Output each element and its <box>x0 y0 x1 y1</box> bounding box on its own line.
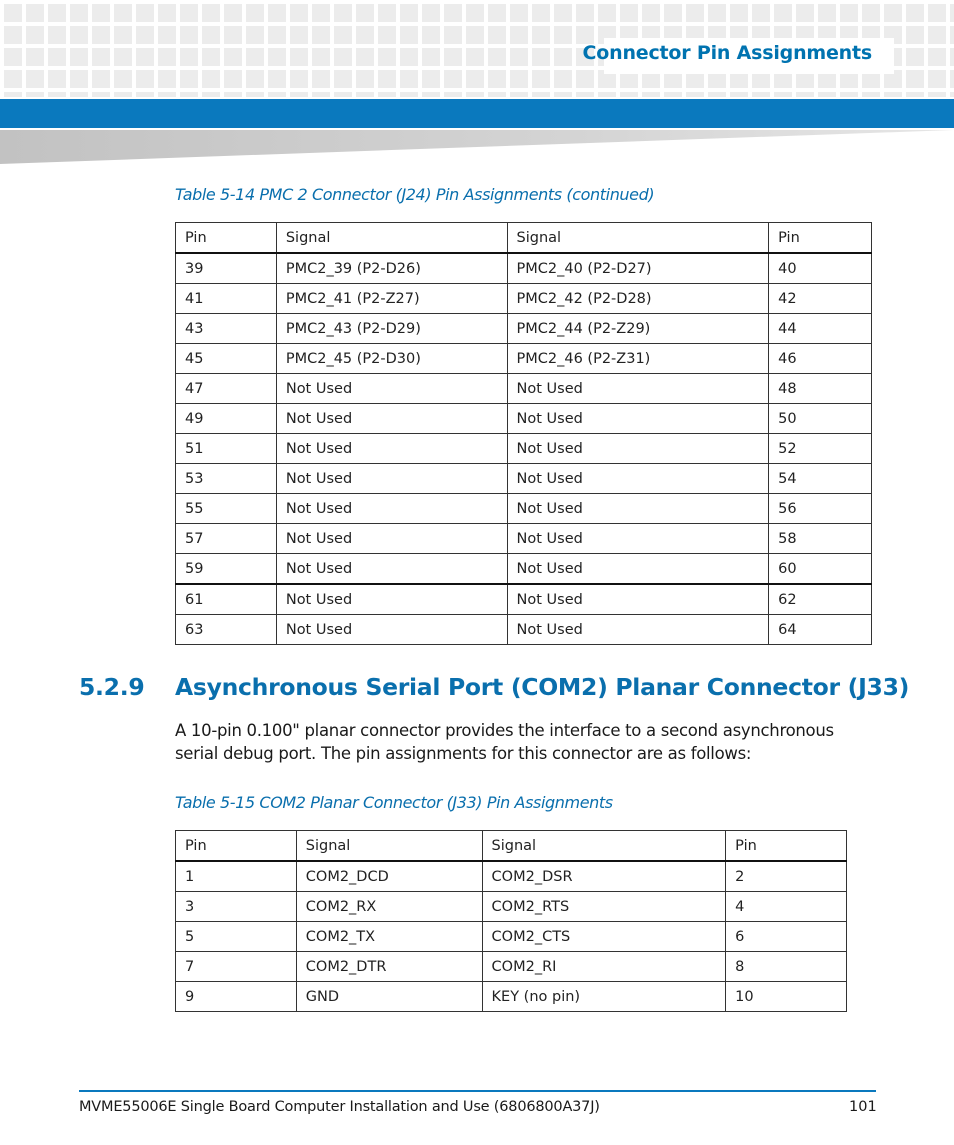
table-cell: 56 <box>769 494 872 524</box>
table-cell: 10 <box>726 982 847 1012</box>
table-cell: 5 <box>176 922 297 952</box>
table-cell: GND <box>296 982 482 1012</box>
table-cell: COM2_RI <box>482 952 726 982</box>
table-row <box>176 494 872 524</box>
table-row <box>176 982 847 1012</box>
table-cell: COM2_TX <box>296 922 482 952</box>
table-cell: 44 <box>769 314 872 344</box>
table-cell: PMC2_43 (P2-D29) <box>276 314 507 344</box>
column-header: Pin <box>726 831 847 862</box>
table-cell: Not Used <box>276 374 507 404</box>
table-cell: 2 <box>726 861 847 892</box>
table-cell: Not Used <box>507 615 769 645</box>
table-cell: 42 <box>769 284 872 314</box>
table-cell: COM2_DCD <box>296 861 482 892</box>
table-row <box>176 584 872 615</box>
table-cell: PMC2_45 (P2-D30) <box>276 344 507 374</box>
table-cell: COM2_RTS <box>482 892 726 922</box>
column-header: Signal <box>276 223 507 254</box>
table-cell: 52 <box>769 434 872 464</box>
table-cell: Not Used <box>276 554 507 585</box>
table-row <box>176 434 872 464</box>
table-cell: PMC2_44 (P2-Z29) <box>507 314 769 344</box>
column-header: Signal <box>296 831 482 862</box>
table-cell: PMC2_46 (P2-Z31) <box>507 344 769 374</box>
table-row <box>176 314 872 344</box>
table-row <box>176 615 872 645</box>
table-cell: 40 <box>769 253 872 284</box>
table-cell: Not Used <box>507 584 769 615</box>
table-cell: 61 <box>176 584 277 615</box>
table-cell: 51 <box>176 434 277 464</box>
table2-caption: Table 5-15 COM2 Planar Connector (J33) Pin Assignments <box>175 793 613 812</box>
table-cell: KEY (no pin) <box>482 982 726 1012</box>
table-cell: Not Used <box>276 464 507 494</box>
table-cell: 45 <box>176 344 277 374</box>
column-header: Signal <box>482 831 726 862</box>
table-row <box>176 892 847 922</box>
table-row <box>176 284 872 314</box>
table-row <box>176 524 872 554</box>
table-cell: Not Used <box>507 434 769 464</box>
table-cell: COM2_DSR <box>482 861 726 892</box>
table-cell: Not Used <box>276 434 507 464</box>
column-header: Pin <box>176 223 277 254</box>
table-cell: PMC2_39 (P2-D26) <box>276 253 507 284</box>
table-cell: 41 <box>176 284 277 314</box>
table-cell: 63 <box>176 615 277 645</box>
table-cell: 7 <box>176 952 297 982</box>
section-heading <box>79 673 909 701</box>
table-cell: 55 <box>176 494 277 524</box>
table-cell: 49 <box>176 404 277 434</box>
table-row <box>176 464 872 494</box>
table-cell: COM2_CTS <box>482 922 726 952</box>
table-header-row <box>176 223 872 254</box>
table-cell: Not Used <box>276 404 507 434</box>
header-gray-wedge <box>0 130 954 164</box>
table-cell: 46 <box>769 344 872 374</box>
section-paragraph: A 10-pin 0.100" planar connector provides the interface to a second asynchronous serial debug port. The pin assignments for this connector are as follows: <box>175 721 834 763</box>
table-cell: 4 <box>726 892 847 922</box>
table-cell: COM2_RX <box>296 892 482 922</box>
header-blue-band <box>0 99 954 128</box>
table-cell: Not Used <box>507 554 769 585</box>
table-cell: Not Used <box>276 524 507 554</box>
table-row <box>176 922 847 952</box>
table-cell: 62 <box>769 584 872 615</box>
column-header: Signal <box>507 223 769 254</box>
table-cell: 54 <box>769 464 872 494</box>
table-cell: 6 <box>726 922 847 952</box>
table-cell: 3 <box>176 892 297 922</box>
section-number: 5.2.9 <box>79 673 145 701</box>
table-cell: 58 <box>769 524 872 554</box>
page-header-title: Connector Pin Assignments <box>582 42 872 64</box>
table-row <box>176 861 847 892</box>
table-cell: 9 <box>176 982 297 1012</box>
table-header-row <box>176 831 847 862</box>
page-number: 101 <box>849 1099 877 1115</box>
table-cell: 59 <box>176 554 277 585</box>
table-row <box>176 253 872 284</box>
table-cell: Not Used <box>507 404 769 434</box>
table-cell: 50 <box>769 404 872 434</box>
table1-caption: Table 5-14 PMC 2 Connector (J24) Pin Assignments (continued) <box>175 185 655 204</box>
table-row <box>176 554 872 585</box>
table-cell: Not Used <box>276 494 507 524</box>
table-cell: 43 <box>176 314 277 344</box>
table-cell: 60 <box>769 554 872 585</box>
table-cell: 8 <box>726 952 847 982</box>
table-cell: COM2_DTR <box>296 952 482 982</box>
table-cell: 39 <box>176 253 277 284</box>
table-cell: Not Used <box>507 464 769 494</box>
table-cell: Not Used <box>507 374 769 404</box>
column-header: Pin <box>769 223 872 254</box>
table-cell: PMC2_42 (P2-D28) <box>507 284 769 314</box>
table-cell: Not Used <box>276 584 507 615</box>
pmc2-pin-table <box>175 222 872 645</box>
column-header: Pin <box>176 831 297 862</box>
table-row <box>176 404 872 434</box>
table-cell: Not Used <box>276 615 507 645</box>
section-title: Asynchronous Serial Port (COM2) Planar Connector (J33) <box>175 673 910 701</box>
table-row <box>176 952 847 982</box>
footer-document-title: MVME55006E Single Board Computer Installation and Use (6806800A37J) <box>79 1099 600 1115</box>
table-cell: 48 <box>769 374 872 404</box>
table-cell: 1 <box>176 861 297 892</box>
table-row <box>176 374 872 404</box>
com2-pin-table <box>175 830 847 1012</box>
table-cell: PMC2_41 (P2-Z27) <box>276 284 507 314</box>
table-cell: 57 <box>176 524 277 554</box>
footer-rule <box>79 1090 876 1092</box>
table-cell: PMC2_40 (P2-D27) <box>507 253 769 284</box>
table-cell: Not Used <box>507 524 769 554</box>
table-cell: 47 <box>176 374 277 404</box>
table-cell: Not Used <box>507 494 769 524</box>
table-cell: 64 <box>769 615 872 645</box>
table-row <box>176 344 872 374</box>
table-cell: 53 <box>176 464 277 494</box>
